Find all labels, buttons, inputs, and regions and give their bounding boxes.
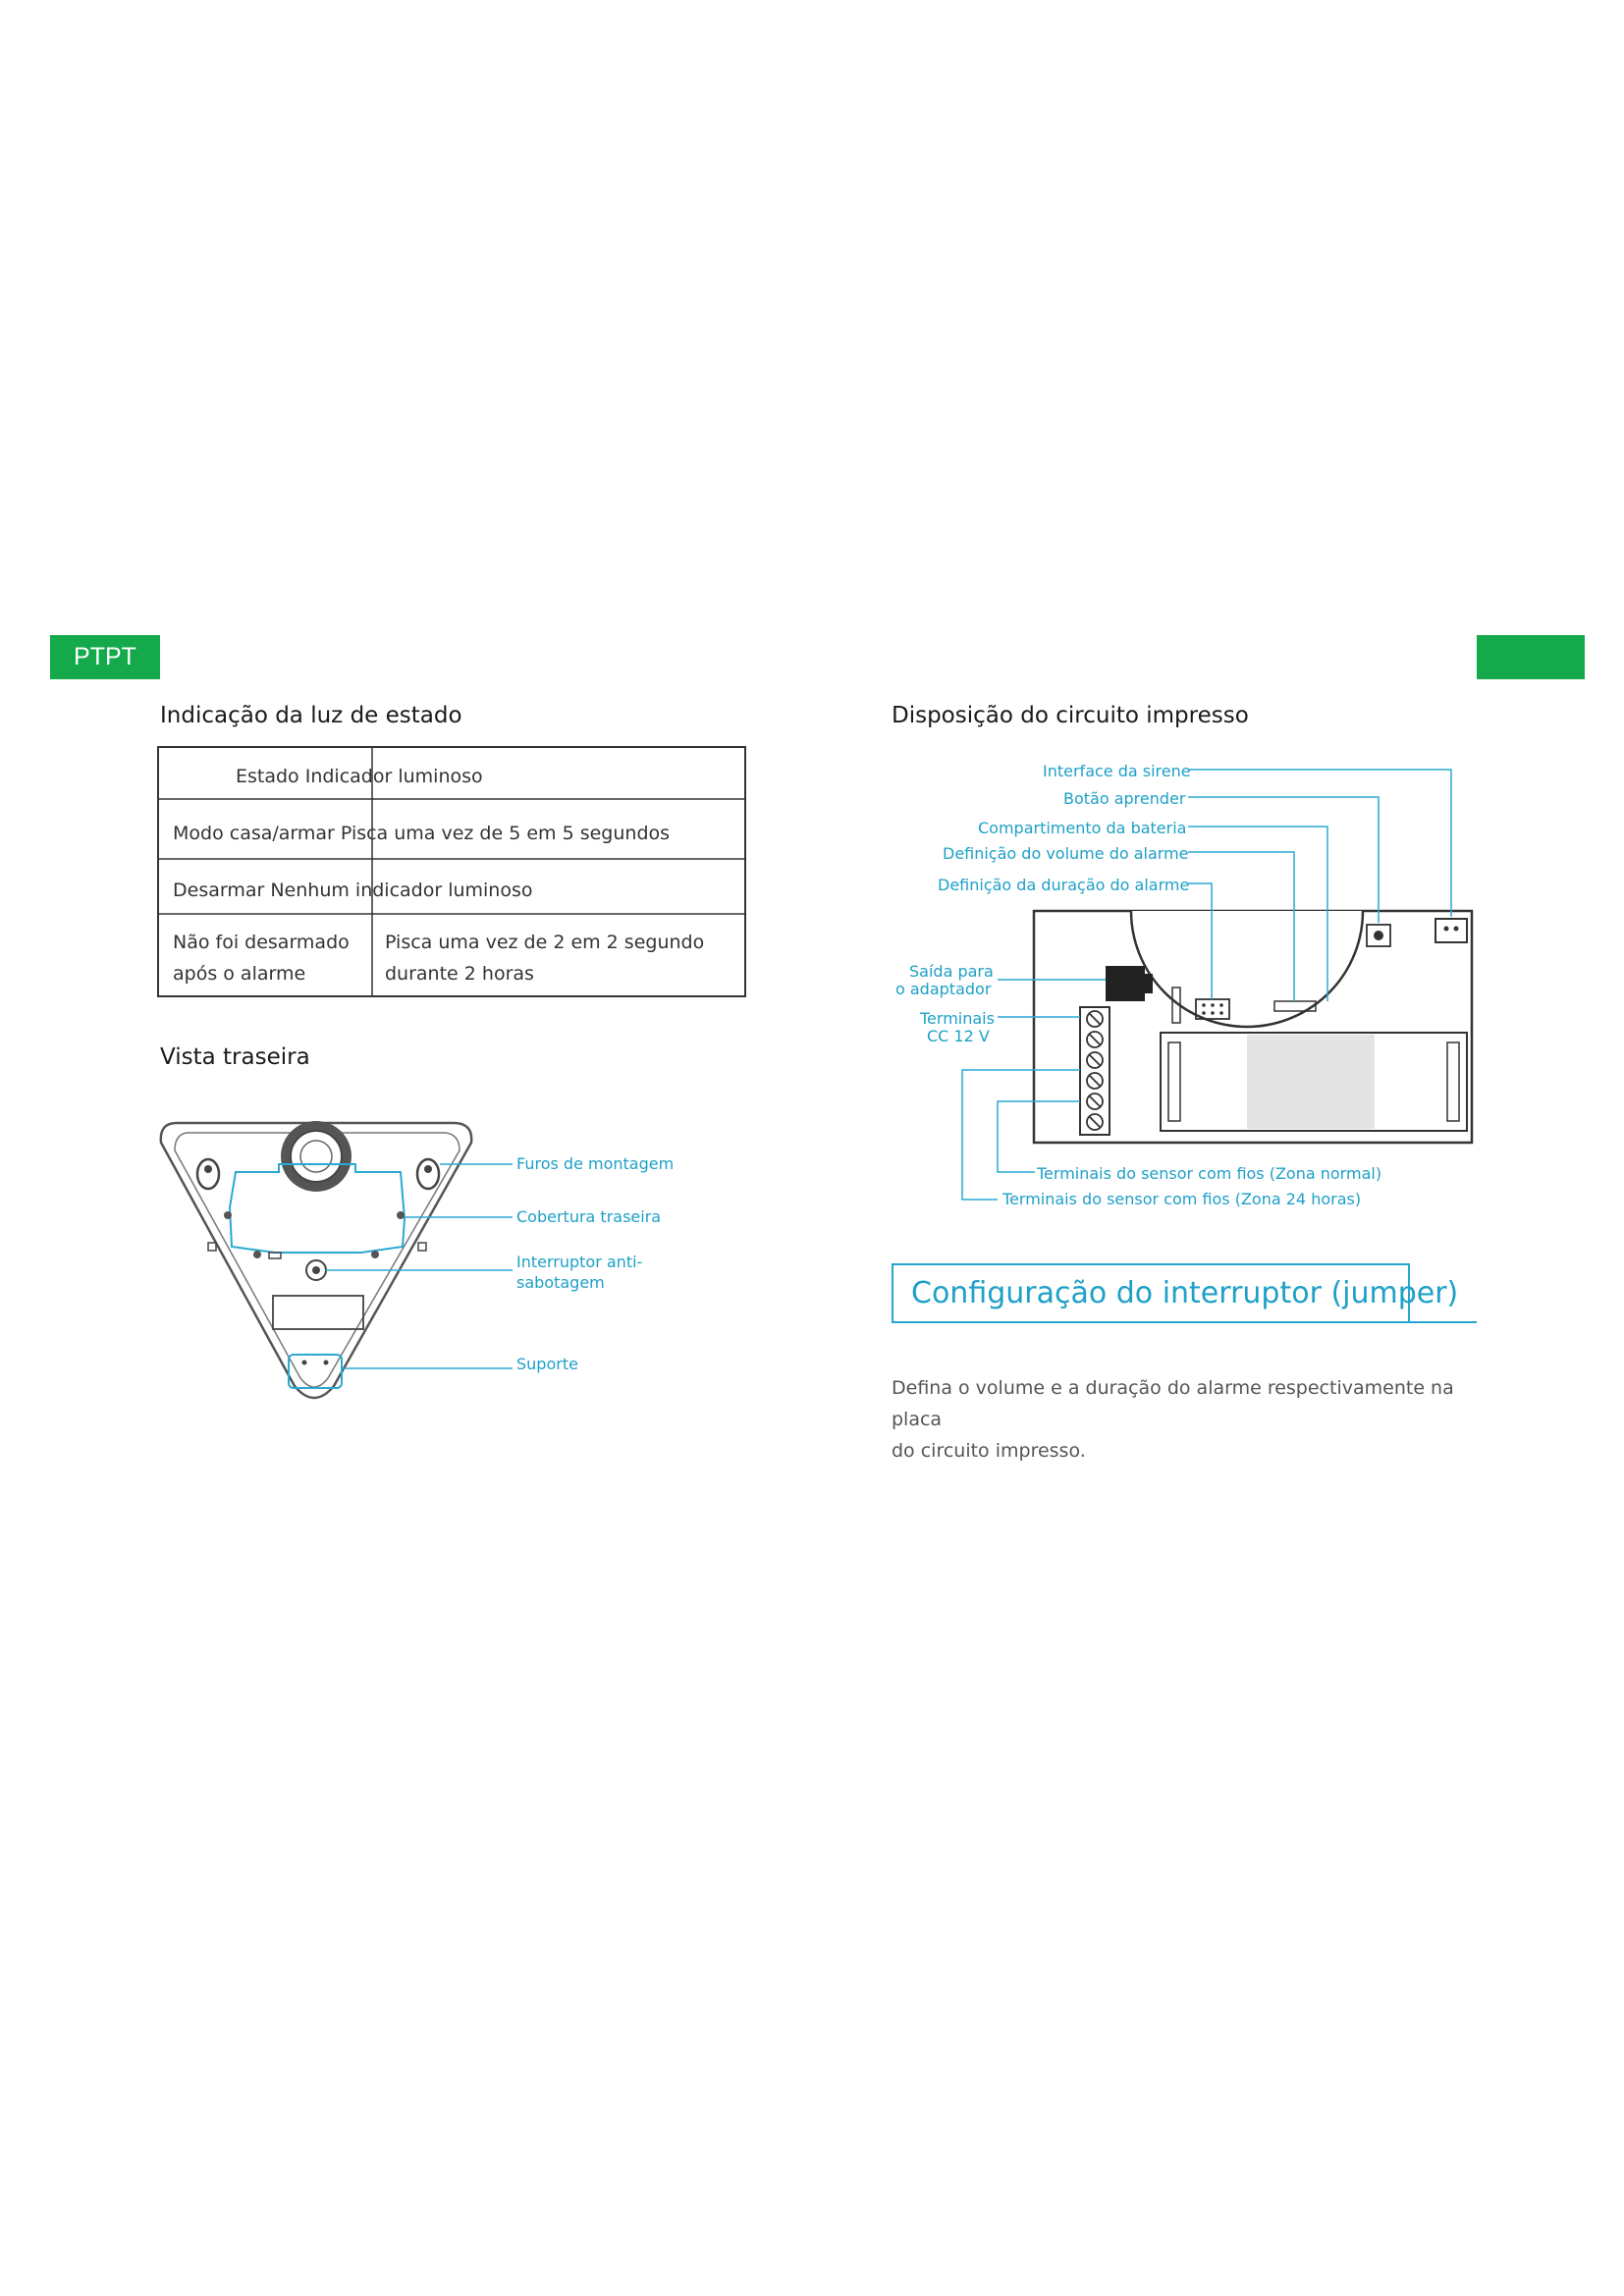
label-siren-interface: Interface da sirene — [1043, 762, 1191, 780]
jumper-section-title: Configuração do interruptor (jumper) — [911, 1276, 1459, 1310]
pcb-section-title: Disposição do circuito impresso — [892, 703, 1249, 728]
table-cell-indicator: durante 2 horas — [385, 963, 534, 985]
label-dc-terminals: Terminais — [920, 1009, 995, 1028]
rear-view-title: Vista traseira — [160, 1044, 310, 1070]
table-cell-indicator: Pisca uma vez de 2 em 2 segundo — [385, 932, 705, 953]
label-adapter-output: o adaptador — [895, 980, 992, 998]
jumper-paragraph — [892, 1372, 1481, 1467]
table-header: Estado Indicador luminoso — [236, 766, 483, 787]
table-cell-status: Não foi desarmado — [173, 932, 350, 953]
table-row: Modo casa/armar Pisca uma vez de 5 em 5 segundos — [173, 823, 671, 844]
status-section-title: Indicação da luz de estado — [160, 703, 462, 728]
table-row: Desarmar Nenhum indicador luminoso — [173, 880, 533, 901]
label-tamper-switch: sabotagem — [516, 1273, 605, 1292]
label-learn-button: Botão aprender — [1063, 789, 1186, 808]
jumper-paragraph-line: do circuito impresso. — [892, 1440, 1086, 1462]
label-volume-setting: Definição do volume do alarme — [943, 844, 1189, 863]
label-mounting-holes: Furos de montagem — [516, 1154, 675, 1173]
label-back-cover: Cobertura traseira — [516, 1207, 662, 1226]
label-wired-24h-zone: Terminais do sensor com fios (Zona 24 horas) — [1002, 1190, 1362, 1208]
rear-view-diagram — [147, 1109, 520, 1423]
label-duration-setting: Definição da duração do alarme — [938, 876, 1190, 894]
jumper-paragraph-line: Defina o volume e a duração do alarme respectivamente na placa — [892, 1377, 1454, 1430]
label-bracket: Suporte — [516, 1355, 578, 1373]
table-cell-status: após o alarme — [173, 963, 306, 985]
green-corner-tab — [1477, 635, 1585, 679]
label-battery-compartment: Compartimento da bateria — [978, 819, 1187, 837]
language-tag: PTPT — [50, 635, 160, 679]
jumper-title-underline — [892, 1321, 1477, 1323]
label-adapter-output: Saída para — [909, 962, 994, 981]
label-tamper-switch: Interruptor anti- — [516, 1253, 643, 1271]
label-dc-terminals: CC 12 V — [927, 1027, 990, 1045]
label-wired-normal-zone: Terminais do sensor com fios (Zona normal) — [1037, 1164, 1382, 1183]
